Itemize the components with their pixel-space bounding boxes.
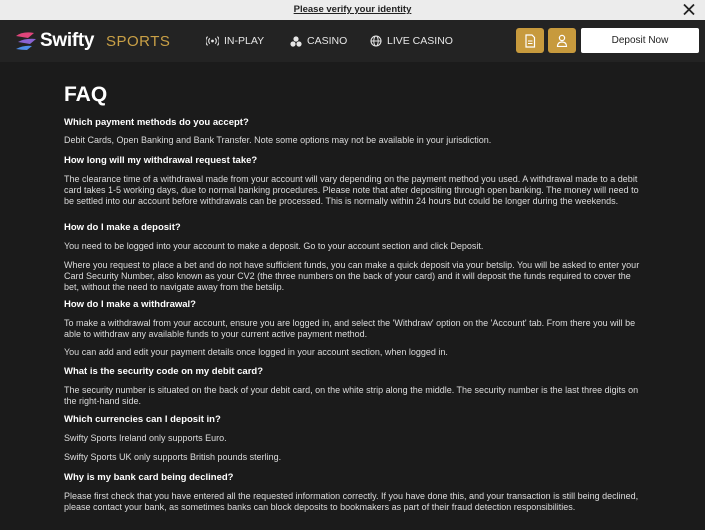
faq-question: What is the security code on my debit card? xyxy=(64,366,264,377)
verify-identity-link[interactable]: Please verify your identity xyxy=(293,4,412,15)
faq-question: How long will my withdrawal request take? xyxy=(64,155,258,166)
faq-answer: Debit Cards, Open Banking and Bank Transfer. Note some options may not be available in your jurisdiction. xyxy=(64,135,492,145)
swifty-logo-icon xyxy=(14,30,38,52)
document-button[interactable] xyxy=(516,28,544,53)
close-icon[interactable] xyxy=(681,1,697,18)
document-icon xyxy=(524,34,536,48)
faq-answer: You need to be logged into your account to make a deposit. Go to your account section and click Deposit. xyxy=(64,241,484,251)
brand-name: Swifty xyxy=(40,30,95,51)
brand-subtitle: SPORTS xyxy=(106,33,171,50)
faq-answer: Where you request to place a bet and do not have sufficient funds, you can make a quick deposit via your betslip. You will be asked to enter your Card Security Number, also known as your CV2 (the three numbers on the back of your card) and it will deposit the funds required to cover the bet, without the need to navigate away from the betslip. xyxy=(64,260,640,292)
faq-answer: Please first check that you have entered all the requested information correctly. If you have done this, and your transaction is still being declined, please contact your bank, as sometimes banks can block deposits to bookmakers as part of their fraud detection responsibilities. xyxy=(64,491,639,512)
live-signal-icon xyxy=(206,36,219,46)
faq-answer: Swifty Sports UK only supports British pounds sterling. xyxy=(64,452,282,462)
globe-icon xyxy=(370,35,382,47)
nav-label: CASINO xyxy=(307,35,348,47)
faq-question: How do I make a withdrawal? xyxy=(64,299,196,310)
site-header xyxy=(0,20,705,62)
verify-banner xyxy=(0,0,705,20)
faq-answer: The security number is situated on the back of your debit card, on the white strip along the middle. The security number is the last three digits on the right-hand side. xyxy=(64,385,639,406)
casino-chips-icon xyxy=(290,36,302,47)
nav-label: IN-PLAY xyxy=(224,35,265,47)
user-icon xyxy=(556,34,568,47)
faq-question: How do I make a deposit? xyxy=(64,222,181,233)
account-button[interactable] xyxy=(548,28,576,53)
faq-answer: You can add and edit your payment details once logged in your account section, when logged in. xyxy=(64,347,448,357)
nav-label: LIVE CASINO xyxy=(387,35,453,47)
faq-question: Why is my bank card being declined? xyxy=(64,472,234,483)
faq-question: Which currencies can I deposit in? xyxy=(64,414,221,425)
faq-question: Which payment methods do you accept? xyxy=(64,117,249,128)
deposit-now-button[interactable]: Deposit Now xyxy=(581,28,699,53)
faq-answer: To make a withdrawal from your account, ensure you are logged in, and select the 'Withdraw' option on the 'Account' tab. From there you will be able to withdraw any available funds to your current active payment method. xyxy=(64,318,636,339)
faq-answer: The clearance time of a withdrawal made from your account will vary depending on the payment method you used. A withdrawal made to a debit card takes 1-5 working days, due to normal banking procedures. Please note that after depositing through open banking. The money will need to be settled into our account before withdrawals can be processed. This is normally within 24 hours but could be longer during the weekends. xyxy=(64,174,639,206)
page-title: FAQ xyxy=(64,83,108,106)
faq-answer: Swifty Sports Ireland only supports Euro. xyxy=(64,433,227,443)
nav-live-casino[interactable] xyxy=(370,34,453,48)
nav-in-play[interactable] xyxy=(206,34,264,48)
nav-casino[interactable] xyxy=(290,34,347,48)
